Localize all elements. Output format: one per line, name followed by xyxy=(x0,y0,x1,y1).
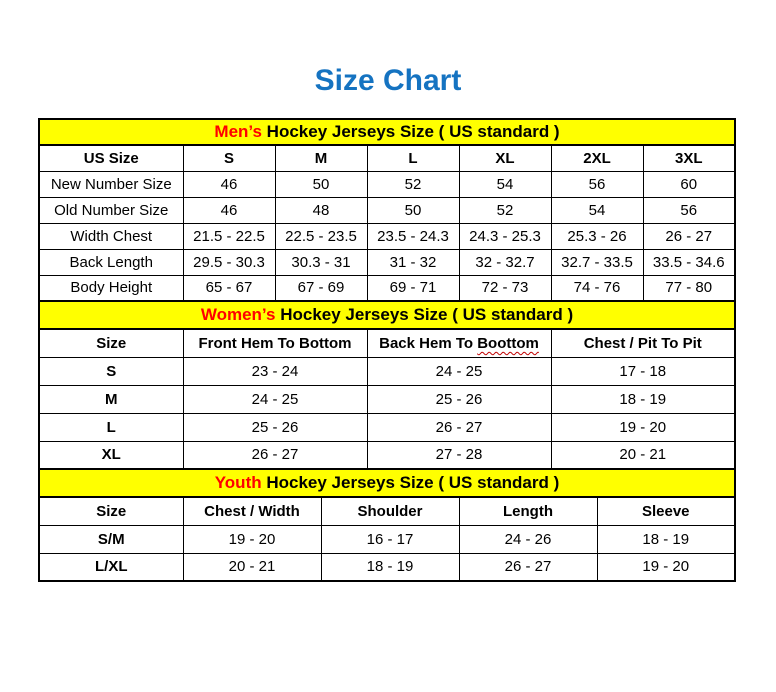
table-cell: 19 - 20 xyxy=(597,553,735,581)
table-cell: 20 - 21 xyxy=(551,441,735,469)
table-cell: 56 xyxy=(551,171,643,197)
table-cell: 29.5 - 30.3 xyxy=(183,249,275,275)
table-row xyxy=(39,275,735,301)
column-header: XL xyxy=(459,145,551,171)
mens-section-banner xyxy=(39,119,735,145)
table-cell: 26 - 27 xyxy=(183,441,367,469)
table-cell: 54 xyxy=(459,171,551,197)
row-label: S/M xyxy=(39,525,183,553)
column-header: L xyxy=(367,145,459,171)
table-row xyxy=(39,171,735,197)
table-row xyxy=(39,553,735,581)
table-cell: 46 xyxy=(183,197,275,223)
womens-banner-highlight: Women’s xyxy=(200,305,276,324)
womens-section-banner xyxy=(39,301,735,329)
table-row xyxy=(39,525,735,553)
table-cell: 46 xyxy=(183,171,275,197)
table-row xyxy=(39,413,735,441)
column-header: Chest / Width xyxy=(183,497,321,525)
table-cell: 25 - 26 xyxy=(367,385,551,413)
column-header xyxy=(367,329,551,357)
table-cell: 24.3 - 25.3 xyxy=(459,223,551,249)
column-header: Size xyxy=(39,497,183,525)
column-header: Sleeve xyxy=(597,497,735,525)
table-cell: 69 - 71 xyxy=(367,275,459,301)
row-label: M xyxy=(39,385,183,413)
row-label: S xyxy=(39,357,183,385)
column-header: 2XL xyxy=(551,145,643,171)
row-label: L xyxy=(39,413,183,441)
column-header: Length xyxy=(459,497,597,525)
youth-size-table xyxy=(38,468,736,582)
youth-banner-text xyxy=(39,469,735,497)
table-cell: 52 xyxy=(459,197,551,223)
table-cell: 27 - 28 xyxy=(367,441,551,469)
mens-size-table xyxy=(38,118,736,302)
table-row xyxy=(39,197,735,223)
column-header: Chest / Pit To Pit xyxy=(551,329,735,357)
table-cell: 26 - 27 xyxy=(367,413,551,441)
table-row xyxy=(39,249,735,275)
womens-banner-text xyxy=(39,301,735,329)
table-row xyxy=(39,385,735,413)
youth-banner-rest: Hockey Jerseys Size ( US standard ) xyxy=(261,473,560,492)
column-header: US Size xyxy=(39,145,183,171)
row-label: Old Number Size xyxy=(39,197,183,223)
table-cell: 32.7 - 33.5 xyxy=(551,249,643,275)
table-cell: 16 - 17 xyxy=(321,525,459,553)
table-cell: 22.5 - 23.5 xyxy=(275,223,367,249)
table-cell: 48 xyxy=(275,197,367,223)
table-cell: 32 - 32.7 xyxy=(459,249,551,275)
table-cell: 18 - 19 xyxy=(321,553,459,581)
column-header: Shoulder xyxy=(321,497,459,525)
table-cell: 65 - 67 xyxy=(183,275,275,301)
table-cell: 25.3 - 26 xyxy=(551,223,643,249)
table-cell: 74 - 76 xyxy=(551,275,643,301)
womens-header-row xyxy=(39,329,735,357)
column-header: S xyxy=(183,145,275,171)
table-cell: 18 - 19 xyxy=(551,385,735,413)
table-cell: 52 xyxy=(367,171,459,197)
page-title: Size Chart xyxy=(314,64,462,97)
table-cell: 18 - 19 xyxy=(597,525,735,553)
column-header: 3XL xyxy=(643,145,735,171)
mens-banner-text xyxy=(39,119,735,145)
table-cell: 19 - 20 xyxy=(551,413,735,441)
row-label: Body Height xyxy=(39,275,183,301)
youth-header-row xyxy=(39,497,735,525)
misspelled-word: Boottom xyxy=(477,334,539,352)
table-row xyxy=(39,357,735,385)
table-cell: 77 - 80 xyxy=(643,275,735,301)
table-cell: 24 - 26 xyxy=(459,525,597,553)
column-header: M xyxy=(275,145,367,171)
table-cell: 21.5 - 22.5 xyxy=(183,223,275,249)
row-label: Back Length xyxy=(39,249,183,275)
table-cell: 60 xyxy=(643,171,735,197)
table-cell: 30.3 - 31 xyxy=(275,249,367,275)
mens-banner-highlight: Men’s xyxy=(214,122,262,141)
back-hem-label: Back Hem To xyxy=(379,334,474,352)
row-label: L/XL xyxy=(39,553,183,581)
table-row xyxy=(39,441,735,469)
mens-header-row xyxy=(39,145,735,171)
table-cell: 23 - 24 xyxy=(183,357,367,385)
table-cell: 56 xyxy=(643,197,735,223)
table-cell: 67 - 69 xyxy=(275,275,367,301)
row-label: Width Chest xyxy=(39,223,183,249)
table-cell: 17 - 18 xyxy=(551,357,735,385)
table-cell: 31 - 32 xyxy=(367,249,459,275)
table-cell: 23.5 - 24.3 xyxy=(367,223,459,249)
mens-banner-rest: Hockey Jerseys Size ( US standard ) xyxy=(261,122,560,141)
youth-section-banner xyxy=(39,469,735,497)
table-cell: 26 - 27 xyxy=(643,223,735,249)
table-row xyxy=(39,223,735,249)
youth-banner-highlight: Youth xyxy=(214,473,262,492)
table-cell: 20 - 21 xyxy=(183,553,321,581)
column-header: Size xyxy=(39,329,183,357)
table-cell: 50 xyxy=(367,197,459,223)
table-cell: 33.5 - 34.6 xyxy=(643,249,735,275)
table-cell: 25 - 26 xyxy=(183,413,367,441)
size-chart-tables xyxy=(38,118,736,582)
womens-size-table xyxy=(38,300,736,470)
column-header: Front Hem To Bottom xyxy=(183,329,367,357)
table-cell: 54 xyxy=(551,197,643,223)
table-cell: 19 - 20 xyxy=(183,525,321,553)
table-cell: 50 xyxy=(275,171,367,197)
table-cell: 24 - 25 xyxy=(183,385,367,413)
table-cell: 72 - 73 xyxy=(459,275,551,301)
table-cell: 26 - 27 xyxy=(459,553,597,581)
table-cell: 24 - 25 xyxy=(367,357,551,385)
row-label: XL xyxy=(39,441,183,469)
womens-banner-rest: Hockey Jerseys Size ( US standard ) xyxy=(275,305,574,324)
row-label: New Number Size xyxy=(39,171,183,197)
